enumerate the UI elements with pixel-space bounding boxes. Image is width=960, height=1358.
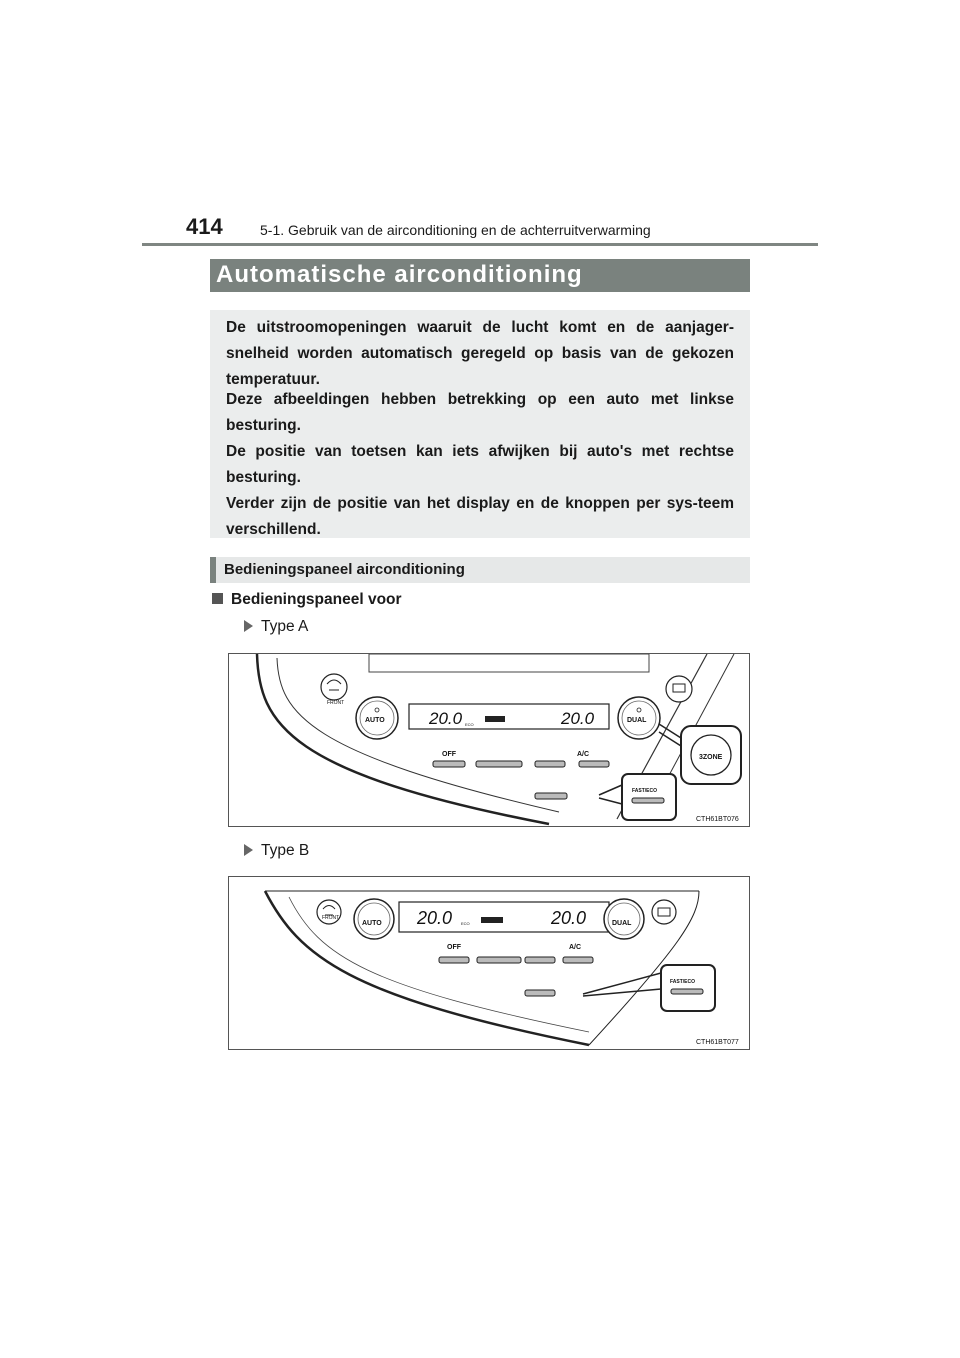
header-divider xyxy=(142,243,818,246)
type-b-text: Type B xyxy=(261,842,310,859)
ac-label: A/C xyxy=(569,944,582,951)
item-heading-text: Bedieningspaneel voor xyxy=(231,591,402,608)
eco-indicator: ECO xyxy=(461,921,470,926)
intro-paragraph: De positie van toetsen kan iets afwijken bij auto's met rechtse besturing. xyxy=(226,443,734,486)
off-label: OFF xyxy=(447,944,461,951)
figure-type-a xyxy=(228,653,750,827)
subsection-title: Bedieningspaneel airconditioning xyxy=(224,561,465,578)
figure-code: CTH61BT076 xyxy=(696,816,739,823)
intro-paragraph: Deze afbeeldingen hebben betrekking op een auto met linkse besturing. xyxy=(226,391,734,434)
auto-label: AUTO xyxy=(365,717,385,724)
triangle-bullet-icon xyxy=(244,620,253,632)
front-label: FRONT xyxy=(327,700,345,706)
intro-paragraph: Verder zijn de positie van het display en de knoppen per sys-teem verschillend. xyxy=(226,495,734,538)
subsection-accent xyxy=(210,557,216,583)
type-b-label xyxy=(244,841,309,861)
triangle-bullet-icon xyxy=(244,844,253,856)
figure-type-b xyxy=(228,876,750,1050)
type-a-label xyxy=(244,617,308,637)
page-title: Automatische airconditioning xyxy=(216,261,583,288)
page-number: 414 xyxy=(186,214,223,239)
temp-right: 20.0 xyxy=(551,908,587,928)
eco-indicator: ECO xyxy=(465,722,474,727)
intro-box xyxy=(210,310,750,538)
intro-paragraph: De uitstroomopeningen waaruit de lucht komt en de aanjager-snelheid worden automatisch geregeld op basis van de gekozen temperatuur. xyxy=(226,319,734,388)
temp-left: 20.0 xyxy=(429,709,463,728)
ac-label: A/C xyxy=(577,751,590,758)
fast-eco-label: FAST/ECO xyxy=(632,788,658,794)
dual-label: DUAL xyxy=(612,920,632,927)
control-panel-illustration-b xyxy=(229,877,749,1049)
auto-label: AUTO xyxy=(362,920,382,927)
item-heading xyxy=(212,590,402,610)
temp-right: 20.0 xyxy=(561,709,595,728)
off-label: OFF xyxy=(442,751,456,758)
square-bullet-icon xyxy=(212,593,223,604)
control-panel-illustration-a xyxy=(229,654,749,826)
temp-left: 20.0 xyxy=(417,908,453,928)
dual-label: DUAL xyxy=(627,717,647,724)
zone-label: 3ZONE xyxy=(699,754,723,761)
fast-eco-label: FAST/ECO xyxy=(670,979,696,985)
front-label: FRONT xyxy=(322,915,340,921)
type-a-text: Type A xyxy=(261,618,309,635)
figure-code: CTH61BT077 xyxy=(696,1039,739,1046)
section-title: 5-1. Gebruik van de airconditioning en de achterruitverwarming xyxy=(260,222,651,238)
